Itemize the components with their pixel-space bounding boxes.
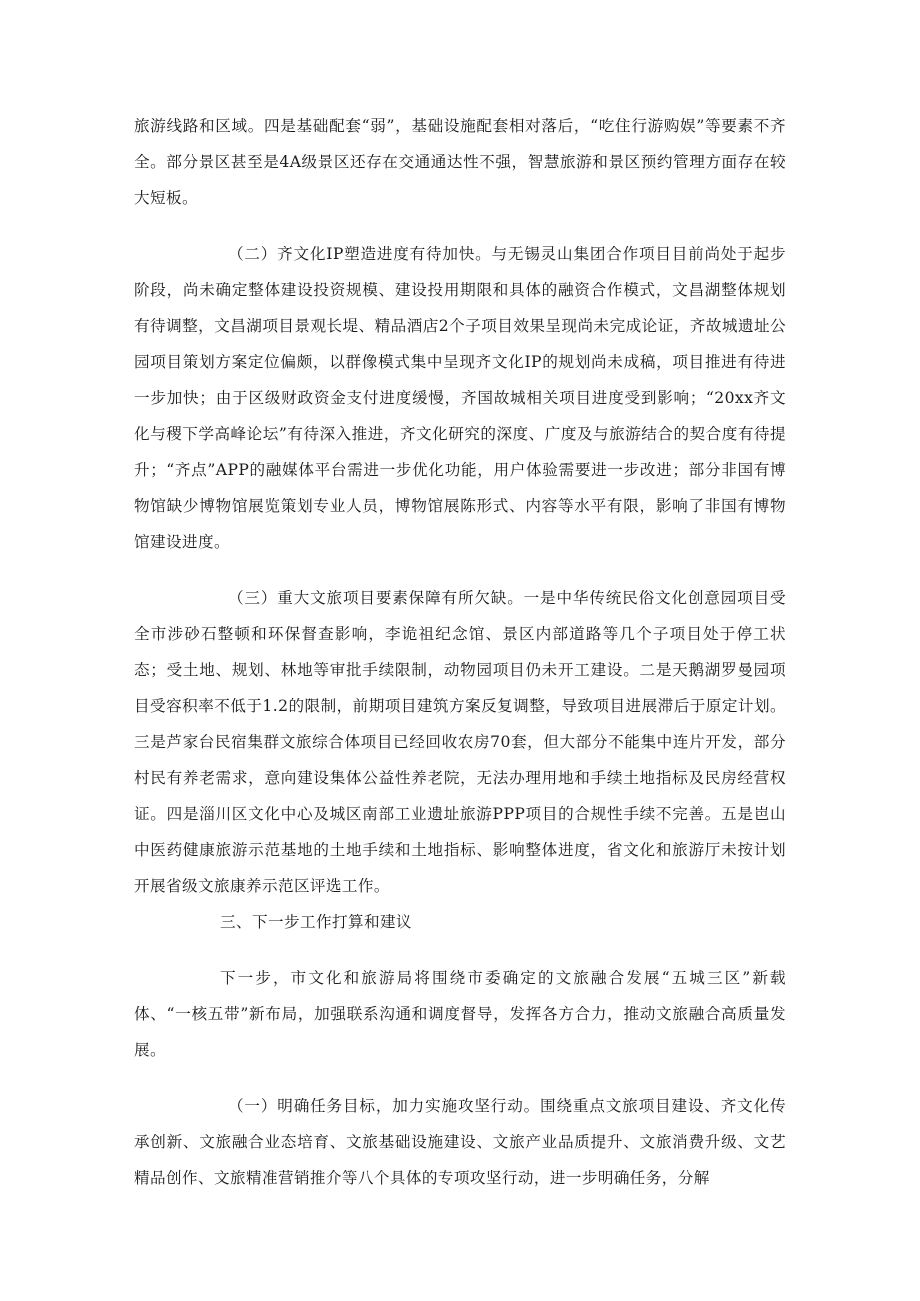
- paragraph-task-goals: （一）明确任务目标，加力实施攻坚行动。围绕重点文旅项目建设、齐文化传承创新、文旅融合业态培育、文旅基础设施建设、文旅产业品质提升、文旅消费升级、文艺精品创作、文旅精准营销推介等八个具体的专项攻坚行动，进一步明确任务，分解: [134, 1097, 786, 1187]
- paragraph-next-steps: 下一步，市文化和旅游局将围绕市委确定的文旅融合发展“五城三区”新载体、“一核五带”新布局，加强联系沟通和调度督导，发挥各方合力，推动文旅融合高质量发展。: [134, 969, 786, 1059]
- document-body: [134, 108, 786, 1196]
- paragraph-section-2: （二）齐文化IP塑造进度有待加快。与无锡灵山集团合作项目目前尚处于起步阶段，尚未确定整体建设投资规模、建设投用期限和具体的融资合作模式，文昌湖整体规划有待调整，文昌湖项目景观长堤、精品酒店2个子项目效果呈现尚未完成论证，齐故城遗址公园项目策划方案定位偏颇，以群像模式集中呈现齐文化IP的规划尚未成稿，项目推进有待进一步加快；由于区级财政资金支付进度缓慢，齐国故城相关项目进度受到影响；“20xx齐文化与稷下学高峰论坛”有待深入推进，齐文化研究的深度、广度及与旅游结合的契合度有待提升；“齐点”APP的融媒体平台需进一步优化功能，用户体验需要进一步改进；部分非国有博物馆缺少博物馆展览策划专业人员，博物馆展陈形式、内容等水平有限，影响了非国有博物馆建设进度。: [134, 245, 786, 551]
- paragraph-section-3: （三）重大文旅项目要素保障有所欠缺。一是中华传统民俗文化创意园项目受全市涉砂石整顿和环保督查影响，李诡祖纪念馆、景区内部道路等几个子项目处于停工状态；受土地、规划、林地等审批手续限制，动物园项目仍未开工建设。二是天鹅湖罗曼园项目受容积率不低于1.2的限制，前期项目建筑方案反复调整，导致项目进展滞后于原定计划。三是芦家台民宿集群文旅综合体项目已经回收农房70套，但大部分不能集中连片开发，部分村民有养老需求，意向建设集体公益性养老院，无法办理用地和手续土地指标及民房经营权证。四是淄川区文化中心及城区南部工业遗址旅游PPP项目的合规性手续不完善。五是岜山中医药健康旅游示范基地的土地手续和土地指标、影响整体进度，省文化和旅游厅未按计划开展省级文旅康养示范区评选工作。: [134, 589, 786, 895]
- section-heading: 三、下一步工作打算和建议: [220, 913, 412, 931]
- paragraph-continuation: 旅游线路和区域。四是基础配套“弱”，基础设施配套相对落后，“吃住行游购娱”等要素不齐全。部分景区甚至是4A级景区还存在交通通达性不强，智慧旅游和景区预约管理方面存在较大短板。: [134, 117, 786, 207]
